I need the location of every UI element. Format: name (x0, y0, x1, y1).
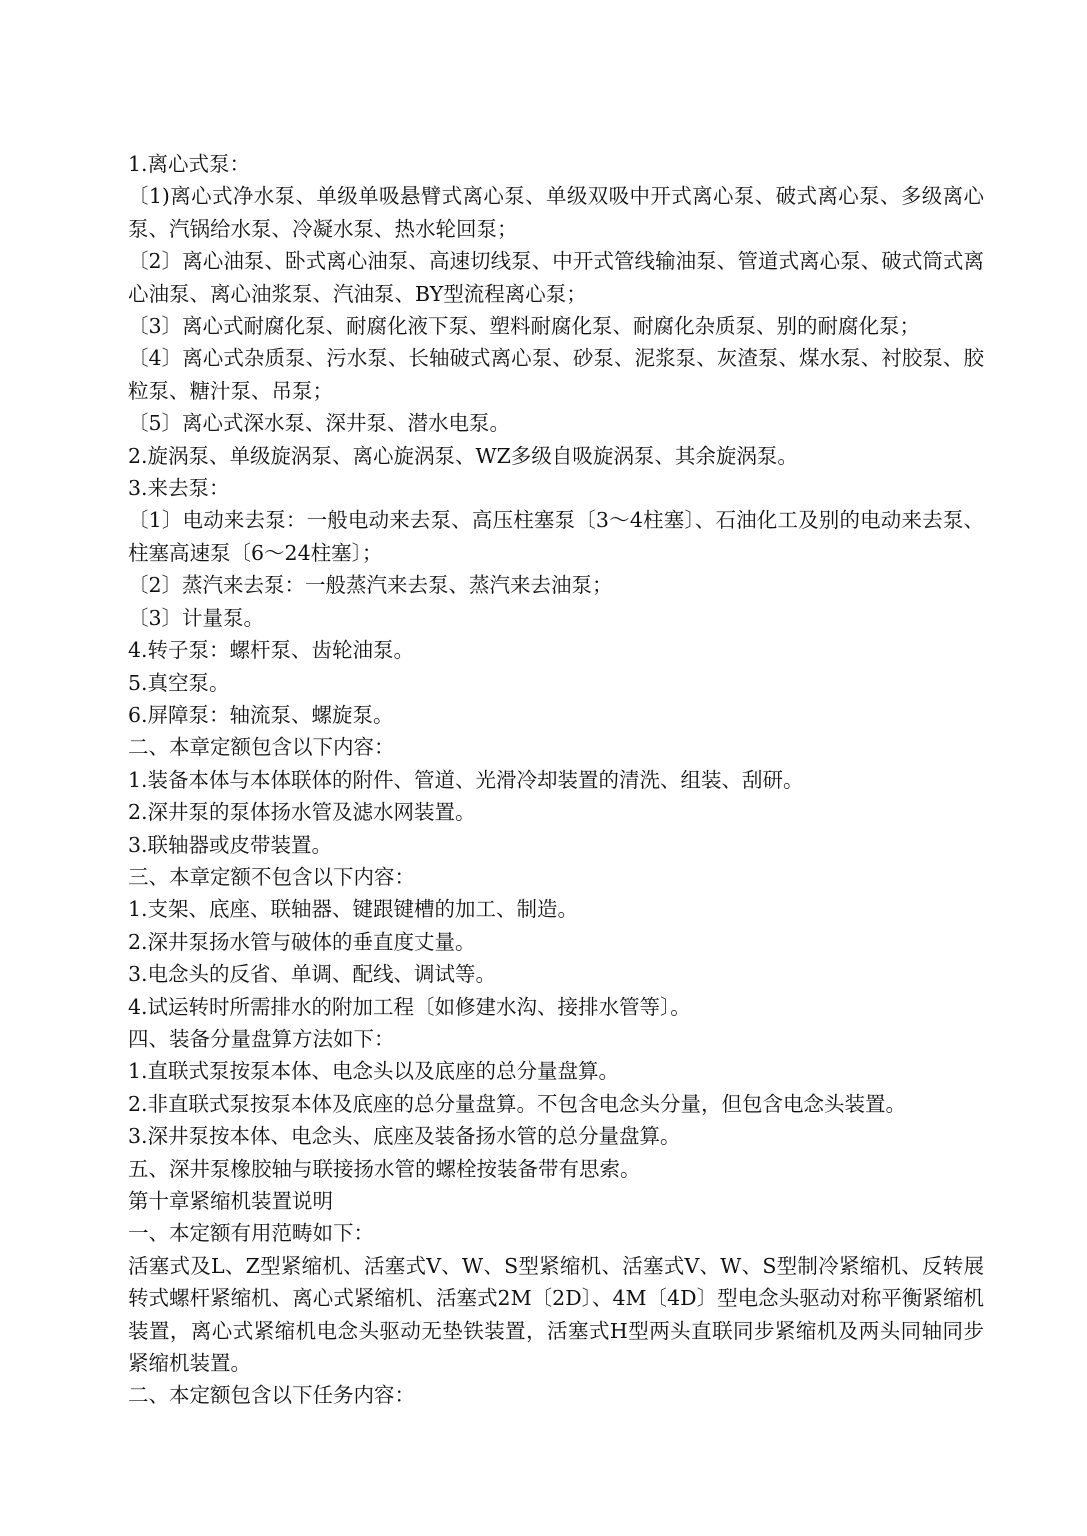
paragraph: 〔1)离心式净水泵、单级单吸悬臂式离心泵、单级双吸中开式离心泵、破式离心泵、多级离心泵、汽锅给水泵、冷凝水泵、热水轮回泵； (128, 184, 984, 241)
paragraph: 2.非直联式泵按泵本体及底座的总分量盘算。不包含电念头分量，但包含电念头装置。 (128, 1091, 907, 1116)
paragraph: 3.来去泵： (128, 476, 230, 501)
paragraph: 1.装备本体与本体联体的附件、管道、光滑冷却装置的清洗、组装、刮研。 (128, 767, 804, 792)
paragraph: 活塞式及L、Z型紧缩机、活塞式V、W、S型紧缩机、活塞式V、W、S型制冷紧缩机、反转展转式螺杆紧缩机、离心式紧缩机、活塞式2M〔2D〕、4M〔4D〕型电念头驱动对称平衡紧缩机装置，离心式紧缩机电念头驱动无垫铁装置，活塞式H型两头直联同步紧缩机及两头同轴同步紧缩机装置。 (128, 1253, 984, 1376)
section-heading: 二、本章定额包含以下内容： (128, 735, 395, 760)
paragraph: 3.联轴器或皮带装置。 (128, 832, 333, 857)
paragraph: 3.电念头的反省、单调、配线、调试等。 (128, 962, 497, 987)
paragraph: 3.深井泵按本体、电念头、底座及装备扬水管的总分量盘算。 (128, 1124, 681, 1149)
paragraph: 2.旋涡泵、单级旋涡泵、离心旋涡泵、WZ多级自吸旋涡泵、其余旋涡泵。 (128, 443, 798, 468)
paragraph: 〔3〕离心式耐腐化泵、耐腐化液下泵、塑料耐腐化泵、耐腐化杂质泵、别的耐腐化泵； (128, 314, 921, 339)
paragraph: 4.试运转时所需排水的附加工程〔如修建水沟、接排水管等〕。 (128, 994, 691, 1019)
paragraph: 〔4〕离心式杂质泵、污水泵、长轴破式离心泵、砂泵、泥浆泵、灰渣泵、煤水泵、衬胶泵、胶粒泵、糖汁泵、吊泵； (128, 346, 984, 403)
section-heading: 五、深井泵橡胶轴与联接扬水管的螺栓按装备带有思索。 (128, 1156, 641, 1181)
section-heading: 三、本章定额不包含以下内容： (128, 864, 415, 889)
paragraph: 2.深井泵扬水管与破体的垂直度丈量。 (128, 929, 476, 954)
section-heading: 一、本定额有用范畴如下： (128, 1221, 374, 1246)
chapter-heading: 第十章紧缩机装置说明 (128, 1189, 333, 1213)
paragraph: 〔2〕蒸汽来去泵：一般蒸汽来去泵、蒸汽来去油泵； (128, 573, 613, 598)
paragraph: 6.屏障泵：轴流泵、螺旋泵。 (128, 702, 394, 727)
section-heading: 四、装备分量盘算方法如下： (128, 1026, 395, 1051)
paragraph: 1.支架、底座、联轴器、键跟键槽的加工、制造。 (128, 897, 579, 922)
document-body (128, 148, 984, 1412)
paragraph: 1.直联式泵按泵本体、电念头以及底座的总分量盘算。 (128, 1059, 620, 1084)
paragraph: 4.转子泵：螺杆泵、齿轮油泵。 (128, 638, 415, 663)
paragraph: 〔3〕计量泵。 (128, 605, 265, 630)
paragraph: 2.深井泵的泵体扬水管及滤水网装置。 (128, 800, 476, 825)
paragraph: 1.离心式泵： (128, 152, 251, 176)
paragraph: 〔5〕离心式深水泵、深井泵、潜水电泵。 (128, 411, 511, 436)
paragraph: 〔1〕电动来去泵：一般电动来去泵、高压柱塞泵〔3～4柱塞〕、石油化工及别的电动来去泵、柱塞高速泵〔6～24柱塞〕； (128, 508, 984, 565)
section-heading: 二、本定额包含以下任务内容： (128, 1383, 415, 1408)
paragraph: 〔2〕离心油泵、卧式离心油泵、高速切线泵、中开式管线输油泵、管道式离心泵、破式筒式离心油泵、离心油浆泵、汽油泵、BY型流程离心泵； (128, 249, 984, 306)
paragraph: 5.真空泵。 (128, 670, 230, 695)
